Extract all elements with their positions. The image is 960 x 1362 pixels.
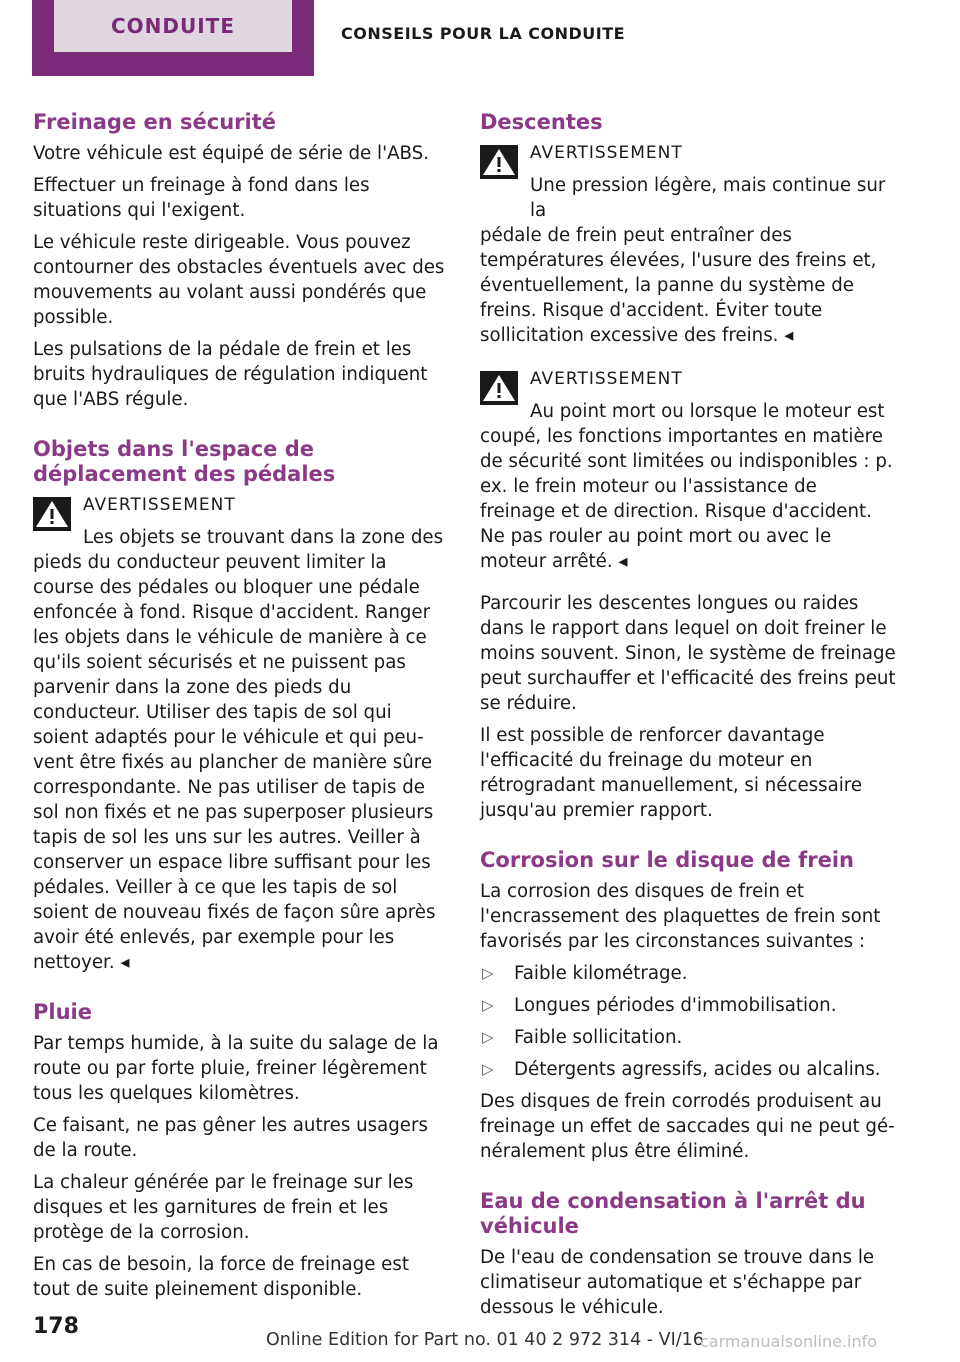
heading-descentes: Descentes	[480, 110, 603, 134]
left-column	[33, 110, 449, 1309]
paragraph: Les pulsations de la pédale de frein et les bruits hydrauliques de régulation indiquent que l'ABS régule.	[33, 339, 428, 410]
heading-pluie: Pluie	[33, 1000, 92, 1024]
paragraph: La corrosion des disques de frein et l'encrassement des plaquettes de frein sont favorisés par les circonstances suivantes :	[480, 881, 881, 952]
paragraph: Il est possible de renforcer davantage l'efficacité du freinage du moteur en rétrogradant manuellement, si nécessaire jusqu'au premier rapport.	[480, 725, 863, 821]
bullet-list	[480, 961, 896, 1082]
warning-text: pédale de frein peut entraîner des températures élevées, l'usure des freins et, éventuellement, la panne du système de freins. Risque d'accident. Éviter toute sollicitation excessive des freins. ◂	[480, 225, 877, 346]
paragraph: Des disques de frein corrodés produisent au freinage un effet de saccades qui ne peut généralement plus être éliminé.	[480, 1091, 895, 1162]
warning-box	[480, 367, 896, 574]
warning-text: Les objets se trouvant dans la zone des	[83, 527, 444, 548]
list-item: ▷ Détergents agressifs, acides ou alcalins.	[482, 1059, 881, 1080]
warning-box	[33, 493, 449, 975]
paragraph: La chaleur générée par le freinage sur les disques et les garnitures de frein et les protège de la corrosion.	[33, 1172, 414, 1243]
edition-footer: Online Edition for Part no. 01 40 2 972 314 - VI/16	[266, 1330, 704, 1350]
heading-condensation: Eau de condensation à l'arrêt du véhicule	[480, 1189, 866, 1238]
bullet-arrow-icon: ▷	[482, 1028, 494, 1046]
warning-title: AVERTISSEMENT	[83, 495, 236, 515]
paragraph: Ce faisant, ne pas gêner les autres usagers de la route.	[33, 1115, 428, 1161]
bullet-arrow-icon: ▷	[482, 964, 494, 982]
warning-text: coupé, les fonctions importantes en matière de sécurité sont limitées ou indisponibles : p. ex. le frein moteur ou l'assistance de freinage et de direction. Risque d'accident. Ne pas rouler au point mort ou avec le moteur arrêté. ◂	[480, 426, 893, 572]
warning-text: Au point mort ou lorsque le moteur est	[530, 401, 885, 422]
paragraph: Effectuer un freinage à fond dans les situations qui l'exigent.	[33, 175, 370, 221]
chapter-tab	[32, 0, 314, 76]
heading-objets: Objets dans l'espace de déplacement des pédales	[33, 437, 336, 486]
warning-text: Une pression légère, mais continue sur la	[530, 175, 886, 221]
watermark: carmanualsonline.info	[700, 1332, 878, 1351]
paragraph: Par temps humide, à la suite du salage de la route ou par forte pluie, freiner légèrement tous les quelques kilomètres.	[33, 1033, 439, 1104]
warning-triangle-icon	[480, 145, 518, 179]
paragraph: Parcourir les descentes longues ou raides dans le rapport dans lequel on doit freiner le moins souvent. Sinon, le système de freinage peut surchauffer et l'efficacité des freins peut se réduire.	[480, 593, 896, 714]
warning-triangle-icon	[480, 371, 518, 405]
right-column	[480, 110, 896, 1327]
chapter-label: CONDUITE	[54, 0, 292, 52]
heading-freinage: Freinage en sécurité	[33, 110, 276, 134]
warning-box	[480, 141, 896, 348]
paragraph: De l'eau de condensation se trouve dans le climatiseur automatique et s'échappe par dessous le véhicule.	[480, 1247, 875, 1318]
heading-corrosion: Corrosion sur le disque de frein	[480, 848, 854, 872]
paragraph: Le véhicule reste dirigeable. Vous pouvez contourner des obstacles éventuels avec des mouvements au volant aussi pondérés que possible.	[33, 232, 445, 328]
list-item: ▷ Faible sollicitation.	[482, 1027, 683, 1048]
warning-text: pieds du conducteur peuvent limiter la course des pédales ou bloquer une pédale enfoncée à fond. Risque d'accident. Ranger les objets dans le véhicule de manière à ce qu'ils soient sécurisés et ne puissent pas parvenir dans la zone des pieds du conducteur. Utiliser des tapis de sol qui soient adaptés pour le véhicule et qui peuvent être fixés au plancher de manière sûre correspondante. Ne pas utiliser de tapis de sol non fixés et ne pas superposer plusieurs tapis de sol les uns sur les autres. Veiller à conserver un espace libre suffisant pour les pédales. Veiller à ce que les tapis de sol soient de nouveau fixés de façon sûre après avoir été enlevés, par exemple pour les nettoyer. ◂	[33, 552, 436, 973]
paragraph: Votre véhicule est équipé de série de l'ABS.	[33, 143, 430, 164]
paragraph: En cas de besoin, la force de freinage est tout de suite pleinement disponible.	[33, 1254, 409, 1300]
section-title: CONSEILS POUR LA CONDUITE	[341, 24, 626, 43]
list-item: ▷ Faible kilométrage.	[482, 963, 688, 984]
warning-triangle-icon	[33, 497, 71, 531]
warning-title: AVERTISSEMENT	[530, 369, 683, 389]
bullet-arrow-icon: ▷	[482, 996, 494, 1014]
list-item: ▷ Longues périodes d'immobilisation.	[482, 995, 837, 1016]
bullet-arrow-icon: ▷	[482, 1060, 494, 1078]
warning-title: AVERTISSEMENT	[530, 143, 683, 163]
page-number: 178	[33, 1314, 79, 1339]
